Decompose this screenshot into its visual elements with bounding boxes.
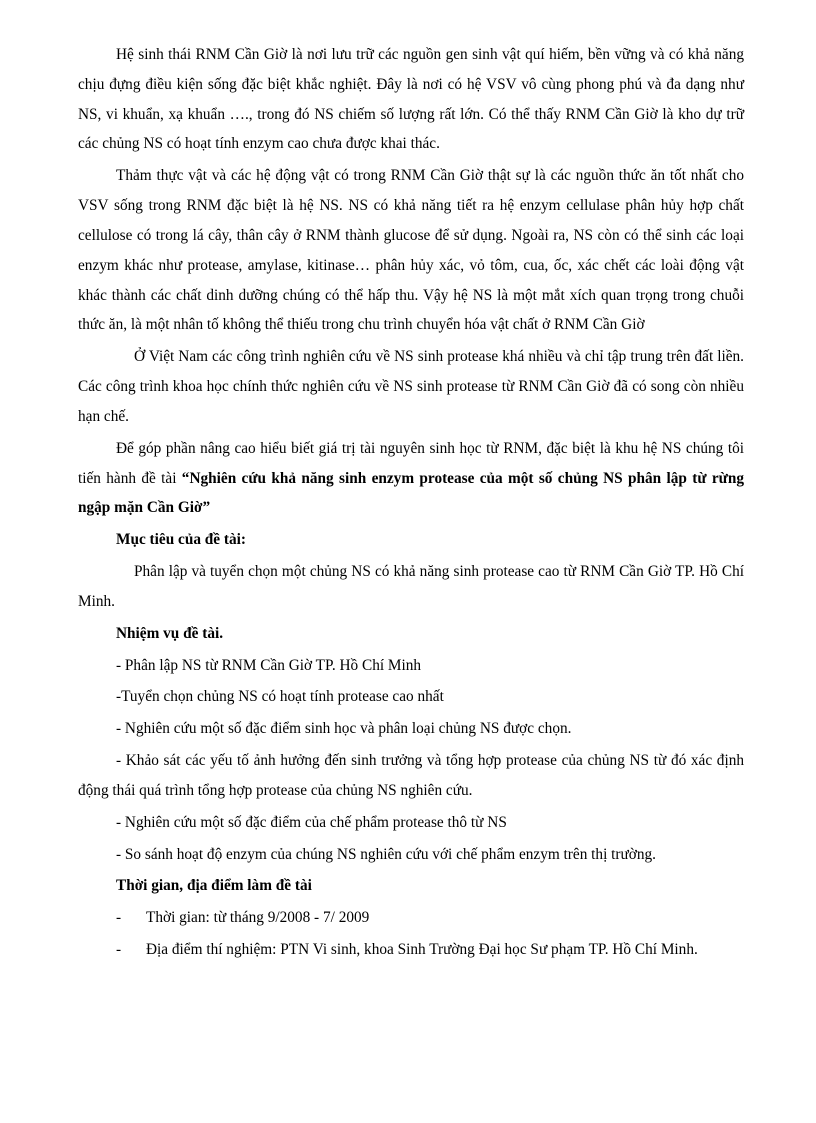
task-item-5: - Nghiên cứu một số đặc điểm của chế phẩm protease thô từ NS xyxy=(116,813,507,831)
section-heading-time-place: Thời gian, địa điểm làm đề tài xyxy=(116,877,312,895)
task-item-4: - Khảo sát các yếu tố ảnh hưởng đến sinh trưởng và tổng hợp protease của chủng NS từ đó xác định động thái quá trình tổng hợp protease của chủng NS nghiên cứu. xyxy=(78,752,744,799)
paragraph-ecosystem: Hệ sinh thái RNM Cần Giờ là nơi lưu trữ các nguồn gen sinh vật quí hiếm, bền vững và có khả năng chịu đựng điều kiện sống đặc biệt khắc nghiệt. Đây là nơi có hệ VSV vô cùng phong phú và đa dạng như NS, vi khuẩn, xạ khuẩn …., trong đó NS chiếm số lượng rất lớn. Có thể thấy RNM Cần Giờ là kho dự trữ các chủng NS có hoạt tính enzym cao chưa được khai thác. xyxy=(78,46,744,153)
paragraph-vietnam-research: Ở Việt Nam các công trình nghiên cứu về NS sinh protease khá nhiều và chỉ tập trung trên đất liền. Các công trình khoa học chính thức nghiên cứu về NS sinh protease từ RNM Cần Giờ đã có song còn nhiều hạn chế. xyxy=(78,348,744,425)
list-item-text: Thời gian: từ tháng 9/2008 - 7/ 2009 xyxy=(146,909,370,927)
task-item-3: - Nghiên cứu một số đặc điểm sinh học và phân loại chủng NS được chọn. xyxy=(116,720,572,738)
task-item-1: - Phân lập NS từ RNM Cần Giờ TP. Hồ Chí Minh xyxy=(116,656,422,674)
objective-body-text: Phân lập và tuyển chọn một chủng NS có khả năng sinh protease cao từ RNM Cần Giờ TP. Hồ Chí Minh. xyxy=(78,563,744,610)
dash-marker: - xyxy=(116,909,122,927)
task-item-2: -Tuyển chọn chủng NS có hoạt tính protease cao nhất xyxy=(116,688,444,706)
list-item xyxy=(78,903,744,933)
section-heading-objective: Mục tiêu của đề tài: xyxy=(116,531,247,549)
thesis-title: “Nghiên cứu khả năng sinh enzym protease của một số chủng NS phân lập từ rừng ngập mặn Cần Giờ” xyxy=(78,469,745,517)
task-item-6: - So sánh hoạt độ enzym của chúng NS nghiên cứu với chế phẩm enzym trên thị trường. xyxy=(116,845,656,863)
objective-lead-text: Để góp phần nâng cao hiểu biết giá trị tài nguyên sinh học từ RNM, đặc biệt là khu hệ NS chúng tôi tiến hành đề tài xyxy=(78,439,744,487)
list-item-text: Địa điểm thí nghiệm: PTN Vi sinh, khoa Sinh Trường Đại học Sư phạm TP. Hồ Chí Minh. xyxy=(146,941,698,959)
section-heading-tasks: Nhiệm vụ đề tài. xyxy=(116,624,224,642)
dash-marker: - xyxy=(116,941,122,959)
list-item xyxy=(78,935,744,965)
paragraph-objective-intro xyxy=(78,434,744,523)
document-body xyxy=(78,40,744,965)
time-place-list xyxy=(78,903,744,965)
paragraph-vegetation: Thảm thực vật và các hệ động vật có trong RNM Cần Giờ thật sự là các nguồn thức ăn tốt nhất cho VSV sống trong RNM đặc biệt là hệ NS. NS có khả năng tiết ra hệ enzym cellulase phân hủy hợp chất cellulose có trong lá cây, thân cây ở RNM thành glucose để sử dụng. Ngoài ra, NS còn có thể sinh các loại enzym khác như protease, amylase, kitinase… phân hủy xác, vỏ tôm, cua, ốc, xác chết các loài động vật khác thành các chất dinh dưỡng chúng có thể hấp thu. Vậy hệ NS là một mắt xích quan trọng trong chuỗi thức ăn, là một nhân tố không thể thiếu trong chu trình chuyển hóa vật chất ở RNM Cần Giờ xyxy=(78,167,744,334)
